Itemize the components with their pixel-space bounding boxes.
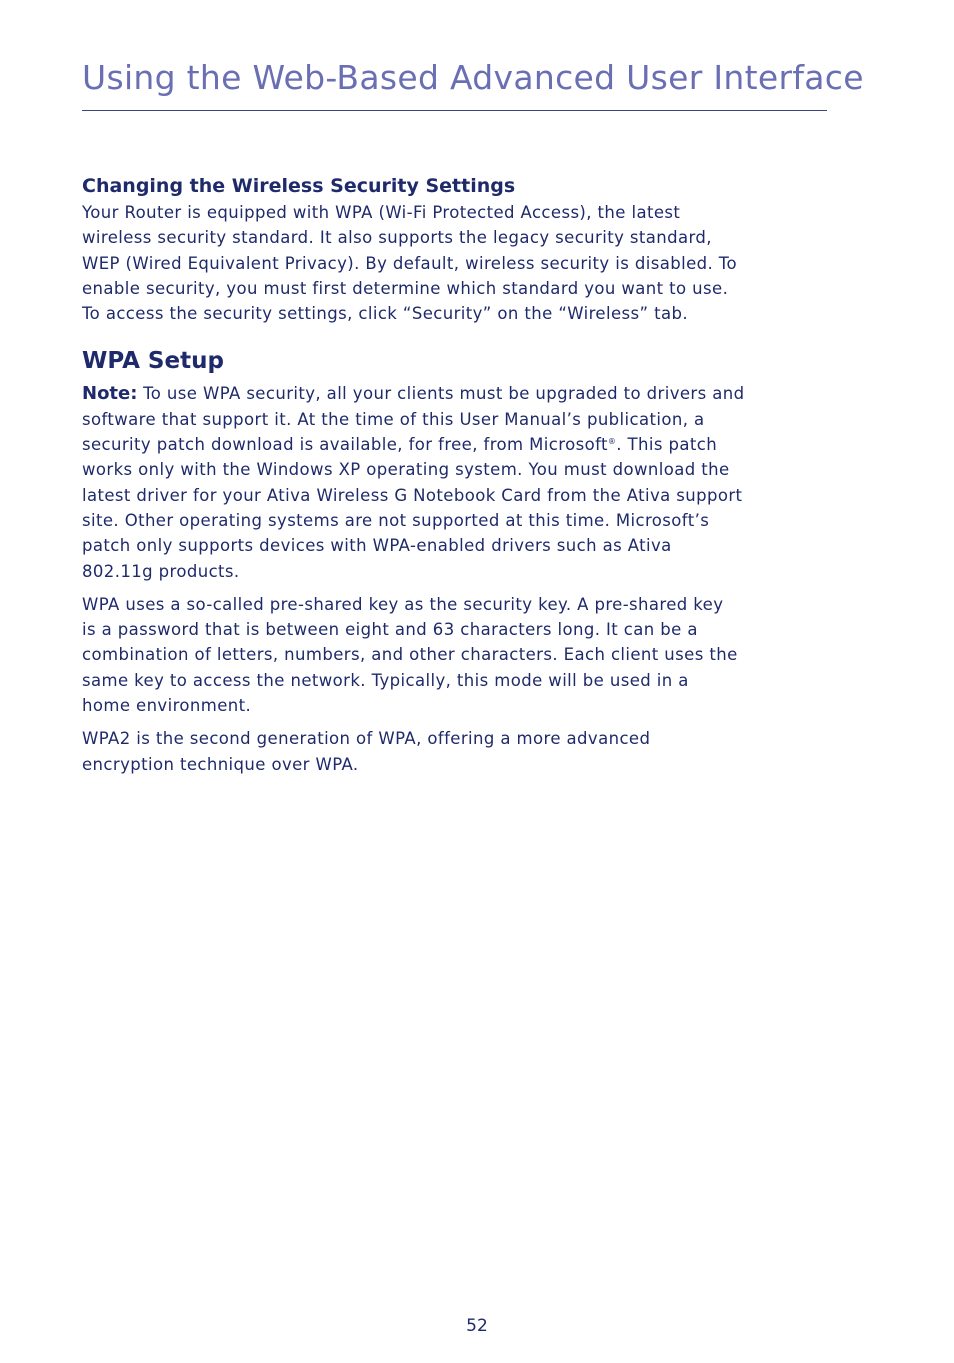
text-line: 802.11g products. (82, 561, 240, 581)
wireless-security-intro (82, 200, 812, 326)
note-text: security patch download is available, for free, from Microsoft (82, 435, 608, 455)
text-line (82, 381, 812, 406)
text-line: WEP (Wired Equivalent Privacy). By default, wireless security is disabled. To (82, 253, 737, 273)
text-line: WPA uses a so-called pre-shared key as the security key. A pre-shared key (82, 594, 724, 614)
note-text: To use WPA security, all your clients must be upgraded to drivers and (143, 384, 745, 404)
note-label: Note: (82, 383, 138, 405)
main-content (82, 172, 812, 785)
text-line (82, 432, 812, 457)
page-title: Using the Web-Based Advanced User Interface (82, 58, 864, 97)
text-line: latest driver for your Ativa Wireless G Notebook Card from the Ativa support (82, 485, 743, 505)
wpa-psk-paragraph (82, 592, 812, 718)
text-line: encryption technique over WPA. (82, 754, 359, 774)
wpa2-paragraph (82, 726, 812, 777)
title-divider (82, 110, 827, 111)
text-line: To access the security settings, click “Security” on the “Wireless” tab. (82, 304, 689, 324)
text-line: site. Other operating systems are not supported at this time. Microsoft’s (82, 510, 710, 530)
text-line: patch only supports devices with WPA-enabled drivers such as Ativa (82, 536, 672, 556)
page-number: 52 (466, 1316, 488, 1336)
text-line: same key to access the network. Typically, this mode will be used in a (82, 670, 689, 690)
section-heading-wpa-setup: WPA Setup (82, 348, 224, 375)
note-text: . This patch (616, 435, 718, 455)
registered-mark: ® (607, 437, 617, 447)
text-line: works only with the Windows XP operating system. You must download the (82, 460, 730, 480)
text-line: software that support it. At the time of this User Manual’s publication, a (82, 409, 705, 429)
text-line: WPA2 is the second generation of WPA, offering a more advanced (82, 729, 651, 749)
text-line: combination of letters, numbers, and other characters. Each client uses the (82, 645, 738, 665)
text-line: enable security, you must first determine which standard you want to use. (82, 278, 729, 298)
text-line: is a password that is between eight and 63 characters long. It can be a (82, 620, 698, 640)
text-line: wireless security standard. It also supports the legacy security standard, (82, 228, 712, 248)
text-line: home environment. (82, 696, 252, 716)
wpa-note-paragraph (82, 381, 812, 583)
text-line: Your Router is equipped with WPA (Wi-Fi Protected Access), the latest (82, 203, 681, 222)
section-heading-wireless-security: Changing the Wireless Security Settings (82, 175, 516, 197)
